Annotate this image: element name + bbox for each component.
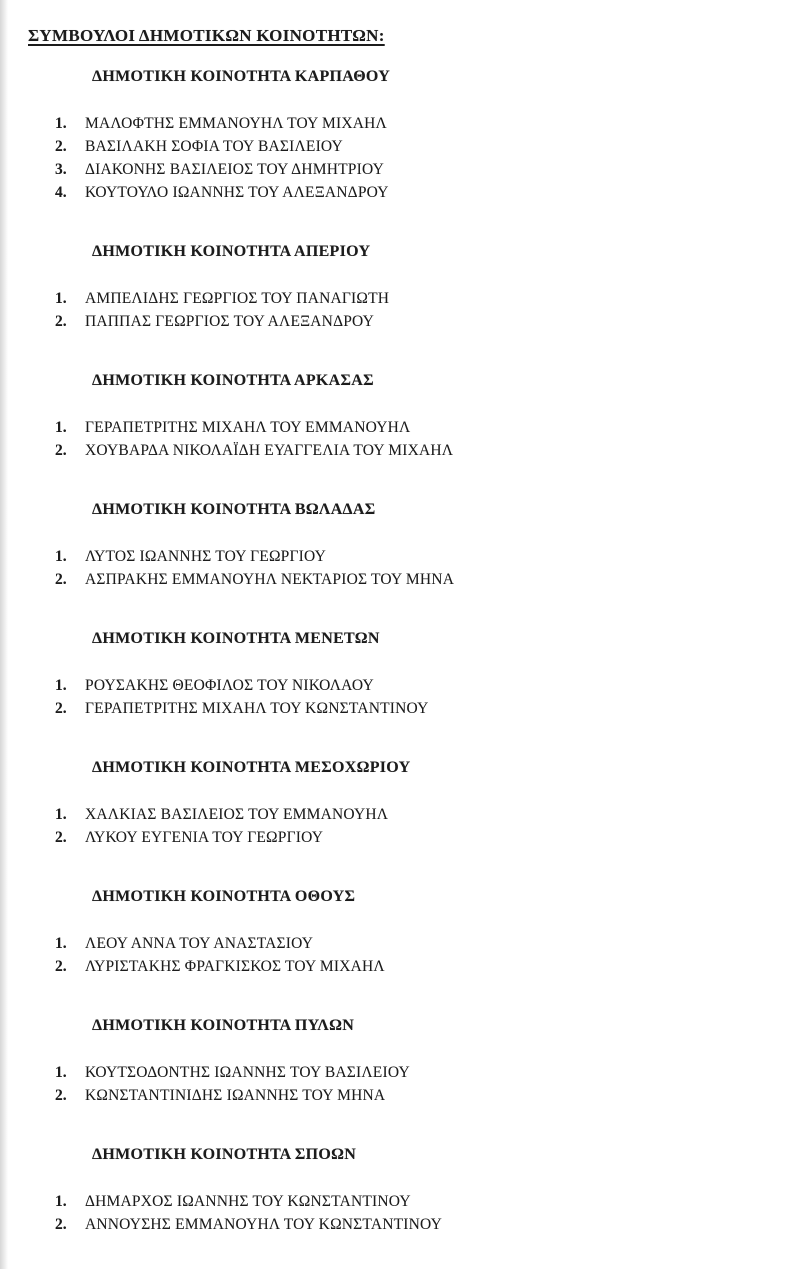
member-name: ΡΟΥΣΑΚΗΣ ΘΕΟΦΙΛΟΣ ΤΟΥ ΝΙΚΟΛΑΟΥ	[85, 677, 374, 694]
member-list	[28, 1061, 760, 1107]
member-row	[28, 568, 760, 591]
member-number: 2.	[55, 1216, 67, 1233]
community-section	[28, 372, 760, 462]
member-name: ΠΑΠΠΑΣ ΓΕΩΡΓΙΟΣ ΤΟΥ ΑΛΕΞΑΝΔΡΟΥ	[85, 313, 375, 330]
member-row	[28, 1084, 760, 1107]
community-heading: ΔΗΜΟΤΙΚΗ ΚΟΙΝΟΤΗΤΑ ΣΠΟΩΝ	[92, 1146, 357, 1163]
community-section	[28, 68, 760, 204]
member-number: 1.	[55, 419, 67, 436]
member-list	[28, 674, 760, 720]
member-number: 2.	[55, 1087, 67, 1104]
member-row	[28, 1213, 760, 1236]
member-row	[28, 1061, 760, 1084]
member-number: 2.	[55, 442, 67, 459]
member-row	[28, 697, 760, 720]
community-heading: ΔΗΜΟΤΙΚΗ ΚΟΙΝΟΤΗΤΑ ΚΑΡΠΑΘΟΥ	[92, 68, 391, 85]
member-row	[28, 416, 760, 439]
member-list	[28, 112, 760, 204]
member-list	[28, 416, 760, 462]
member-name: ΓΕΡΑΠΕΤΡΙΤΗΣ ΜΙΧΑΗΛ ΤΟΥ ΚΩΝΣΤΑΝΤΙΝΟΥ	[85, 700, 429, 717]
member-name: ΓΕΡΑΠΕΤΡΙΤΗΣ ΜΙΧΑΗΛ ΤΟΥ ΕΜΜΑΝΟΥΗΛ	[85, 419, 411, 436]
community-section	[28, 630, 760, 720]
community-heading: ΔΗΜΟΤΙΚΗ ΚΟΙΝΟΤΗΤΑ ΟΘΟΥΣ	[92, 888, 356, 905]
community-heading: ΔΗΜΟΤΙΚΗ ΚΟΙΝΟΤΗΤΑ ΒΩΛΑΔΑΣ	[92, 501, 376, 518]
member-name: ΜΑΛΟΦΤΗΣ ΕΜΜΑΝΟΥΗΛ ΤΟΥ ΜΙΧΑΗΛ	[85, 115, 387, 132]
member-number: 2.	[55, 958, 67, 975]
community-sections-container	[28, 68, 760, 1236]
member-row	[28, 112, 760, 135]
member-number: 2.	[55, 571, 67, 588]
member-row	[28, 803, 760, 826]
member-name: ΔΙΑΚΟΝΗΣ ΒΑΣΙΛΕΙΟΣ ΤΟΥ ΔΗΜΗΤΡΙΟΥ	[85, 161, 384, 178]
member-number: 2.	[55, 138, 67, 155]
member-name: ΚΩΝΣΤΑΝΤΙΝΙΔΗΣ ΙΩΑΝΝΗΣ ΤΟΥ ΜΗΝΑ	[85, 1087, 386, 1104]
member-name: ΚΟΥΤΟΥΛΟ ΙΩΑΝΝΗΣ ΤΟΥ ΑΛΕΞΑΝΔΡΟΥ	[85, 184, 389, 201]
community-heading: ΔΗΜΟΤΙΚΗ ΚΟΙΝΟΤΗΤΑ ΑΠΕΡΙΟΥ	[92, 243, 371, 260]
community-section	[28, 759, 760, 849]
member-number: 1.	[55, 290, 67, 307]
community-heading: ΔΗΜΟΤΙΚΗ ΚΟΙΝΟΤΗΤΑ ΠΥΛΩΝ	[92, 1017, 355, 1034]
member-name: ΧΟΥΒΑΡΔΑ ΝΙΚΟΛΑΪΔΗ ΕΥΑΓΓΕΛΙΑ ΤΟΥ ΜΙΧΑΗΛ	[85, 442, 454, 459]
member-number: 4.	[55, 184, 67, 201]
member-name: ΑΝΝΟΥΣΗΣ ΕΜΜΑΝΟΥΗΛ ΤΟΥ ΚΩΝΣΤΑΝΤΙΝΟΥ	[85, 1216, 443, 1233]
member-number: 2.	[55, 700, 67, 717]
member-name: ΚΟΥΤΣΟΔΟΝΤΗΣ ΙΩΑΝΝΗΣ ΤΟΥ ΒΑΣΙΛΕΙΟΥ	[85, 1064, 410, 1081]
community-section	[28, 243, 760, 333]
member-name: ΛΥΚΟΥ ΕΥΓΕΝΙΑ ΤΟΥ ΓΕΩΡΓΙΟΥ	[85, 829, 324, 846]
community-heading: ΔΗΜΟΤΙΚΗ ΚΟΙΝΟΤΗΤΑ ΜΕΣΟΧΩΡΙΟΥ	[92, 759, 411, 776]
member-list	[28, 545, 760, 591]
member-name: ΑΜΠΕΛΙΔΗΣ ΓΕΩΡΓΙΟΣ ΤΟΥ ΠΑΝΑΓΙΩΤΗ	[85, 290, 390, 307]
member-number: 2.	[55, 829, 67, 846]
member-name: ΛΥΤΟΣ ΙΩΑΝΝΗΣ ΤΟΥ ΓΕΩΡΓΙΟΥ	[85, 548, 327, 565]
member-row	[28, 310, 760, 333]
member-row	[28, 932, 760, 955]
member-row	[28, 826, 760, 849]
page-title: ΣΥΜΒΟΥΛΟΙ ΔΗΜΟΤΙΚΩΝ ΚΟΙΝΟΤΗΤΩΝ:	[28, 26, 385, 45]
member-list	[28, 1190, 760, 1236]
member-row	[28, 135, 760, 158]
member-number: 1.	[55, 677, 67, 694]
member-row	[28, 287, 760, 310]
member-list	[28, 287, 760, 333]
community-section	[28, 888, 760, 978]
member-row	[28, 158, 760, 181]
member-number: 1.	[55, 806, 67, 823]
member-number: 1.	[55, 548, 67, 565]
member-row	[28, 439, 760, 462]
community-section	[28, 1017, 760, 1107]
member-number: 1.	[55, 1064, 67, 1081]
member-number: 1.	[55, 935, 67, 952]
member-number: 1.	[55, 115, 67, 132]
community-heading: ΔΗΜΟΤΙΚΗ ΚΟΙΝΟΤΗΤΑ ΜΕΝΕΤΩΝ	[92, 630, 380, 647]
member-number: 2.	[55, 313, 67, 330]
community-heading: ΔΗΜΟΤΙΚΗ ΚΟΙΝΟΤΗΤΑ ΑΡΚΑΣΑΣ	[92, 372, 374, 389]
member-row	[28, 955, 760, 978]
member-name: ΔΗΜΑΡΧΟΣ ΙΩΑΝΝΗΣ ΤΟΥ ΚΩΝΣΤΑΝΤΙΝΟΥ	[85, 1193, 411, 1210]
member-list	[28, 932, 760, 978]
member-list	[28, 803, 760, 849]
member-number: 1.	[55, 1193, 67, 1210]
member-row	[28, 545, 760, 568]
member-name: ΑΣΠΡΑΚΗΣ ΕΜΜΑΝΟΥΗΛ ΝΕΚΤΑΡΙΟΣ ΤΟΥ ΜΗΝΑ	[85, 571, 455, 588]
member-name: ΧΑΛΚΙΑΣ ΒΑΣΙΛΕΙΟΣ ΤΟΥ ΕΜΜΑΝΟΥΗΛ	[85, 806, 389, 823]
community-section	[28, 1146, 760, 1236]
member-name: ΒΑΣΙΛΑΚΗ ΣΟΦΙΑ ΤΟΥ ΒΑΣΙΛΕΙΟΥ	[85, 138, 343, 155]
member-name: ΛΕΟΥ ΑΝΝΑ ΤΟΥ ΑΝΑΣΤΑΣΙΟΥ	[85, 935, 314, 952]
member-row	[28, 674, 760, 697]
member-number: 3.	[55, 161, 67, 178]
member-name: ΛΥΡΙΣΤΑΚΗΣ ΦΡΑΓΚΙΣΚΟΣ ΤΟΥ ΜΙΧΑΗΛ	[85, 958, 385, 975]
member-row	[28, 1190, 760, 1213]
community-section	[28, 501, 760, 591]
member-row	[28, 181, 760, 204]
